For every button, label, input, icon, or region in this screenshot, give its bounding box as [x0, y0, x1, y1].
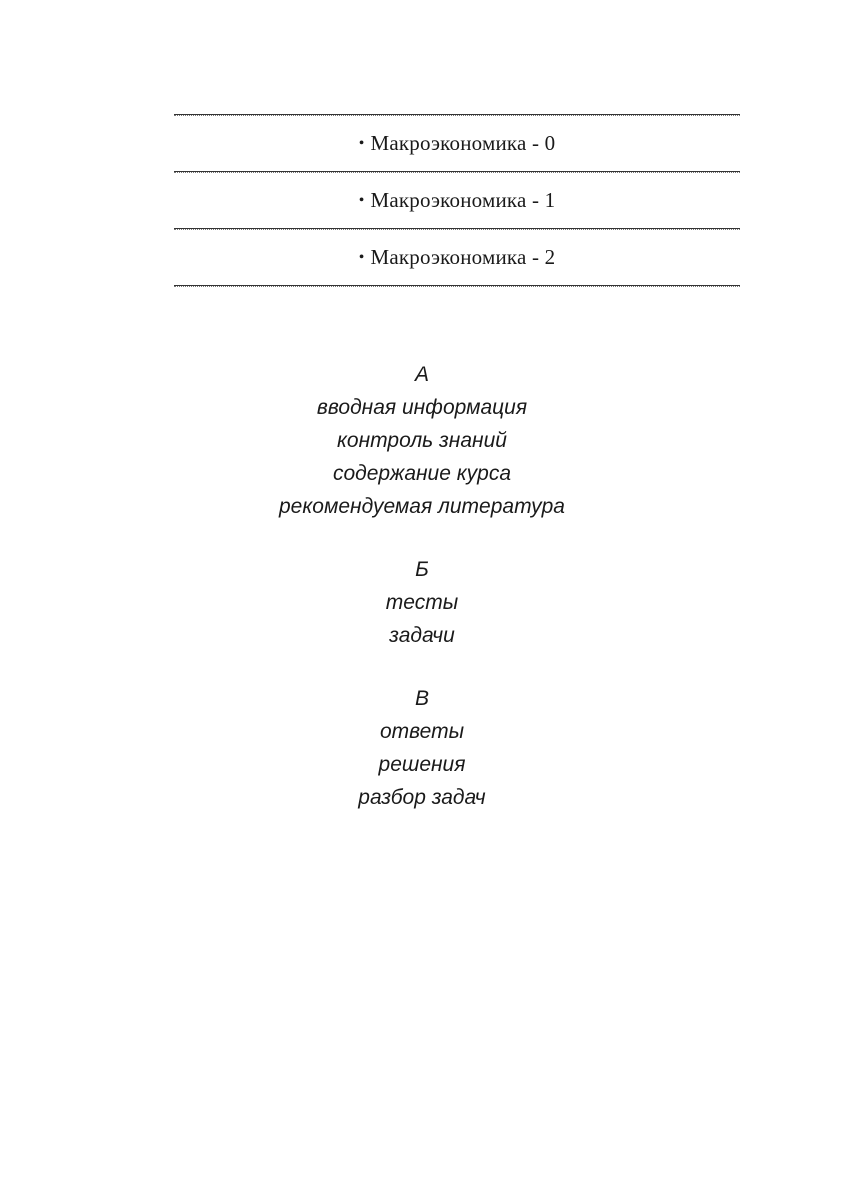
- section-b: [0, 553, 844, 652]
- section-entry-recommended-literature[interactable]: рекомендуемая литература: [279, 495, 565, 518]
- section-entry-tests[interactable]: тесты: [385, 591, 459, 614]
- section-entry-problems[interactable]: задачи: [389, 624, 455, 647]
- course-item-macro-2[interactable]: [174, 230, 740, 285]
- section-entry-solutions[interactable]: решения: [378, 753, 466, 776]
- section-letter: А: [414, 363, 429, 386]
- course-list: [174, 114, 740, 287]
- section-entry-knowledge-check[interactable]: контроль знаний: [337, 429, 507, 452]
- section-letter: В: [414, 687, 429, 710]
- course-item-label: Макроэкономика - 1: [370, 188, 556, 212]
- section-entry-intro[interactable]: вводная информация: [316, 396, 528, 419]
- section-entry-problem-analysis[interactable]: разбор задач: [358, 786, 486, 809]
- section-entry-answers[interactable]: ответы: [379, 720, 465, 743]
- section-letter: Б: [415, 558, 429, 581]
- bullet-icon: •: [358, 134, 365, 152]
- course-item-label: Макроэкономика - 2: [370, 245, 556, 269]
- sections-block: [0, 358, 844, 814]
- section-a: [0, 358, 844, 523]
- divider-rule: [174, 285, 740, 287]
- course-item-macro-1[interactable]: [174, 173, 740, 228]
- section-entry-course-contents[interactable]: содержание курса: [332, 462, 512, 485]
- bullet-icon: •: [358, 191, 365, 209]
- course-item-macro-0[interactable]: [174, 116, 740, 171]
- bullet-icon: •: [358, 248, 365, 266]
- course-item-label: Макроэкономика - 0: [370, 131, 556, 155]
- section-v: [0, 682, 844, 814]
